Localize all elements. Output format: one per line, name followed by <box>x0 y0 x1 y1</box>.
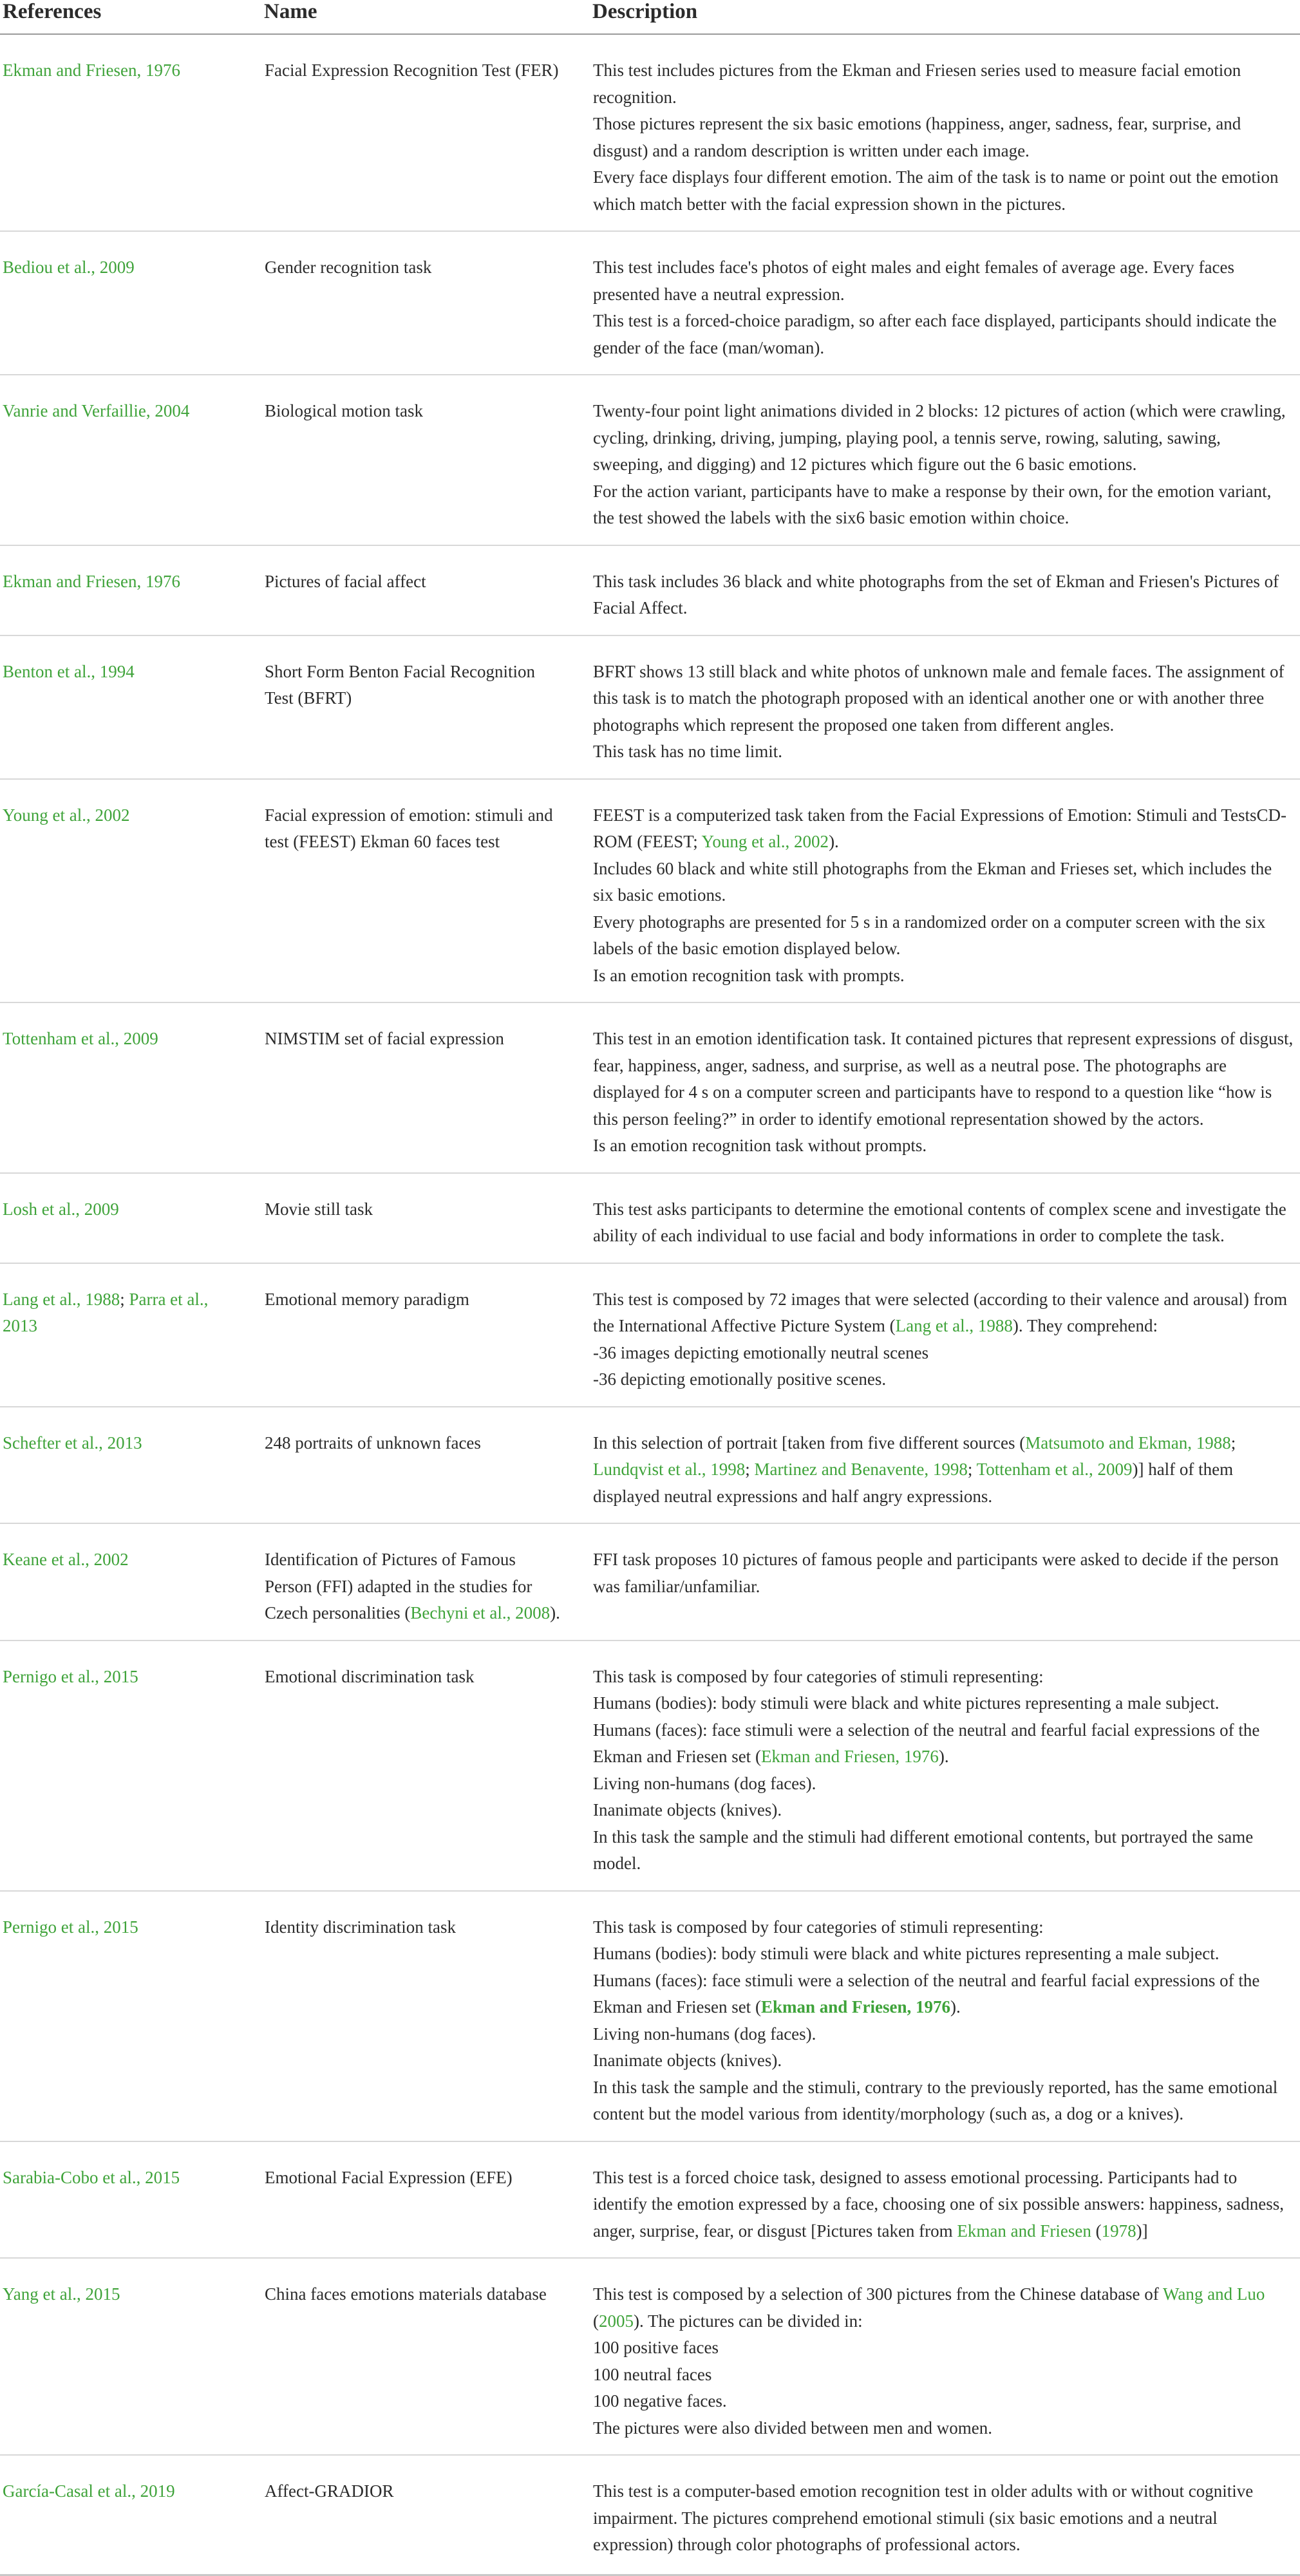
test-description <box>592 375 1300 545</box>
inline-citation-link[interactable]: 2005 <box>599 2311 634 2331</box>
table-row <box>0 779 1300 1003</box>
test-description <box>592 2455 1300 2575</box>
table-row <box>0 34 1300 231</box>
description-line: This task is composed by four categories of stimuli representing: <box>593 1917 1044 1937</box>
test-description <box>592 1263 1300 1407</box>
inline-citation-link[interactable]: Ekman and Friesen <box>957 2221 1091 2241</box>
description-line: 100 negative faces. <box>593 2391 727 2411</box>
description-text: ). <box>950 1997 961 2017</box>
table-row <box>0 2455 1300 2575</box>
description-line: In this task the sample and the stimuli had different emotional contents, but portrayed the same model. <box>593 1827 1254 1873</box>
test-description <box>592 545 1300 635</box>
reference-link[interactable]: Ekman and Friesen, 1976 <box>3 61 180 80</box>
reference-link[interactable]: Pernigo et al., 2015 <box>3 1917 138 1937</box>
description-text: ). <box>829 832 839 851</box>
description-text: In this selection of portrait [taken from five different sources ( <box>593 1433 1026 1453</box>
table-row <box>0 231 1300 375</box>
table-row <box>0 2258 1300 2455</box>
test-description <box>592 1641 1300 1891</box>
description-line: Humans (bodies): body stimuli were black and white pictures representing a male subject. <box>593 1944 1220 1963</box>
inline-citation-link[interactable]: Lundqvist et al., 1998 <box>593 1460 746 1479</box>
reference-link[interactable]: Schefter et al., 2013 <box>3 1433 142 1453</box>
description-text: Humans (faces): face stimuli were a selection of the neutral and fearful facial expressions of the Ekman and Friesen set ( <box>593 1720 1260 1766</box>
reference-link[interactable]: Ekman and Friesen, 1976 <box>3 571 180 591</box>
test-description <box>592 779 1300 1003</box>
inline-citation-link[interactable]: Lang et al., 1988 <box>895 1316 1013 1335</box>
test-name: Movie still task <box>264 1173 592 1263</box>
header-description: Description <box>592 0 1300 34</box>
reference-link[interactable]: Bediou et al., 2009 <box>3 258 135 277</box>
citation-separator: ; <box>745 1460 755 1479</box>
reference-link[interactable]: Keane et al., 2002 <box>3 1550 129 1569</box>
citation-separator: ; <box>967 1460 977 1479</box>
inline-citation-link[interactable]: Martinez and Benavente, 1998 <box>754 1460 968 1479</box>
description-text: FEEST is a computerized task taken from the Facial Expressions of Emotion: Stimuli and TestsCD-ROM (FEEST; <box>593 805 1286 851</box>
test-name: Short Form Benton Facial Recognition Test (BFRT) <box>264 635 592 779</box>
description-line: 100 positive faces <box>593 2338 719 2357</box>
description-line: Every photographs are presented for 5 s in a randomized order on a computer screen with the six labels of the basic emotion displayed below. <box>593 912 1266 958</box>
description-line: BFRT shows 13 still black and white photos of unknown male and female faces. The assignment of this task is to match the photograph proposed with an identical another one or with another three photographs which represent the proposed one taken from different angles. <box>593 661 1285 735</box>
description-line: Twenty-four point light animations divided in 2 blocks: 12 pictures of action (which were crawling, cycling, drinking, driving, jumping, playing pool, a tennis serve, rowing, saluting, sawing, sweeping, and digging) and 12 pictures which figure out the 6 basic emotions. <box>593 401 1286 474</box>
description-text: ). The pictures can be divided in: <box>634 2311 863 2331</box>
test-name: NIMSTIM set of facial expression <box>264 1002 592 1173</box>
test-name: Facial expression of emotion: stimuli and test (FEEST) Ekman 60 faces test <box>264 779 592 1003</box>
description-line: This test includes face's photos of eight males and eight females of average age. Every faces presented have a neutral expression. <box>593 258 1234 304</box>
test-name: 248 portraits of unknown faces <box>264 1407 592 1524</box>
table-row <box>0 2141 1300 2259</box>
description-text: ( <box>1091 2221 1102 2241</box>
description-text: This test is composed by 72 images that were selected (according to their valence and arousal) from the International Affective Picture System ( <box>593 1289 1288 1335</box>
reference-link[interactable]: García-Casal et al., 2019 <box>3 2481 175 2501</box>
header-row <box>0 0 1300 34</box>
test-description <box>592 231 1300 375</box>
description-line: Living non-humans (dog faces). <box>593 1773 816 1793</box>
description-line: Includes 60 black and white still photographs from the Ekman and Frieses set, which includes the six basic emotions. <box>593 858 1272 905</box>
test-description <box>592 2258 1300 2455</box>
table-row <box>0 1173 1300 1263</box>
test-name: Emotional Facial Expression (EFE) <box>264 2141 592 2259</box>
description-line: This task has no time limit. <box>593 742 782 761</box>
inline-citation-link[interactable]: 1978 <box>1101 2221 1136 2241</box>
citation-separator: ; <box>1230 1433 1236 1453</box>
test-name: Identity discrimination task <box>264 1891 592 2141</box>
description-line: This task is composed by four categories of stimuli representing: <box>593 1666 1044 1686</box>
description-line: Inanimate objects (knives). <box>593 1800 782 1819</box>
inline-citation-link[interactable]: Wang and Luo <box>1163 2284 1265 2304</box>
table-row <box>0 1263 1300 1407</box>
inline-citation-link[interactable]: Ekman and Friesen, 1976 <box>760 1747 939 1766</box>
table-row <box>0 545 1300 635</box>
description-line: Living non-humans (dog faces). <box>593 2024 816 2044</box>
reference-link[interactable]: Benton et al., 1994 <box>3 661 135 681</box>
test-description <box>592 34 1300 231</box>
reference-link[interactable]: Vanrie and Verfaillie, 2004 <box>3 401 190 420</box>
description-line: In this task the sample and the stimuli, contrary to the previously reported, has the same emotional content but the model various from identity/morphology (such as, a dog or a knives). <box>593 2077 1278 2123</box>
description-line: -36 depicting emotionally positive scenes. <box>593 1369 887 1389</box>
reference-link[interactable]: Losh et al., 2009 <box>3 1199 119 1219</box>
reference-link[interactable]: Parra et al., 2013 <box>3 1289 209 1335</box>
table-header <box>0 0 1300 34</box>
description-line: Every face displays four different emotion. The aim of the task is to name or point out the emotion which match better with the facial expression shown in the pictures. <box>593 167 1279 214</box>
table-row <box>0 375 1300 545</box>
description-line: This test is a computer-based emotion recognition test in older adults with or without cognitive impairment. The pictures comprehend emotional stimuli (six basic emotions and a neutral expression) through color photographs of professional actors. <box>593 2481 1254 2554</box>
table-row <box>0 635 1300 779</box>
test-name: Gender recognition task <box>264 231 592 375</box>
table-row <box>0 1523 1300 1641</box>
test-description <box>592 1002 1300 1173</box>
test-name: Biological motion task <box>264 375 592 545</box>
description-line: Is an emotion recognition task without prompts. <box>593 1136 927 1155</box>
test-description <box>592 1173 1300 1263</box>
description-line: This test is a forced-choice paradigm, so after each face displayed, participants should indicate the gender of the face (man/woman). <box>593 311 1277 357</box>
description-line: This test asks participants to determine the emotional contents of complex scene and investigate the ability of each individual to use facial and body informations in order to complete the task. <box>593 1199 1286 1245</box>
description-line: -36 images depicting emotionally neutral scenes <box>593 1342 929 1362</box>
description-line: This task includes 36 black and white photographs from the set of Ekman and Friesen's Pictures of Facial Affect. <box>593 571 1279 617</box>
description-line: FFI task proposes 10 pictures of famous people and participants were asked to decide if the person was familiar/unfamiliar. <box>593 1550 1279 1596</box>
reference-link[interactable]: Tottenham et al., 2009 <box>3 1029 158 1048</box>
inline-citation-link[interactable]: Tottenham et al., 2009 <box>976 1460 1133 1479</box>
description-line <box>593 802 1294 856</box>
description-text: Humans (faces): face stimuli were a selection of the neutral and fearful facial expressions of the Ekman and Friesen set ( <box>593 1970 1260 2017</box>
description-text: )] half of them displayed neutral expressions and half angry expressions. <box>593 1460 1234 1506</box>
reference-link[interactable]: Lang et al., 1988 <box>3 1289 120 1309</box>
test-description <box>592 1407 1300 1524</box>
description-line: Inanimate objects (knives). <box>593 2051 782 2070</box>
reference-link[interactable]: Yang et al., 2015 <box>3 2284 120 2304</box>
description-line: 100 neutral faces <box>593 2364 712 2384</box>
description-text: ). <box>938 1747 949 1766</box>
test-name <box>264 1523 592 1641</box>
header-name: Name <box>264 0 592 34</box>
test-description <box>592 635 1300 779</box>
header-references: References <box>0 0 264 34</box>
test-description <box>592 2141 1300 2259</box>
test-name: Facial Expression Recognition Test (FER) <box>264 34 592 231</box>
description-line: Humans (bodies): body stimuli were black and white pictures representing a male subject. <box>593 1693 1220 1713</box>
table-row <box>0 1002 1300 1173</box>
test-description <box>592 1891 1300 2141</box>
description-line: This test includes pictures from the Ekman and Friesen series used to measure facial emotion recognition. <box>593 61 1241 107</box>
description-line: For the action variant, participants have to make a response by their own, for the emotion variant, the test showed the labels with the six6 basic emotion within choice. <box>593 481 1272 527</box>
test-name: Emotional memory paradigm <box>264 1263 592 1407</box>
description-text: This test is a forced choice task, designed to assess emotional processing. Participants had to identify the emotion expressed by a face, choosing one of six possible answers: happiness, sadness, anger, surprise, fear, or disgust [Pictures taken from <box>593 2167 1285 2241</box>
test-name: Affect-GRADIOR <box>264 2455 592 2575</box>
description-line: Is an emotion recognition task with prompts. <box>593 965 905 985</box>
inline-citation-link[interactable]: Ekman and Friesen, 1976 <box>760 1997 950 2017</box>
reference-separator: ; <box>120 1289 129 1309</box>
description-line: This test in an emotion identification task. It contained pictures that represent expressions of disgust, fear, happiness, anger, sadness, and surprise, as well as a neutral pose. The photographs are displayed for 4 s on a computer screen and participants have to respond to a question like “how is this person feeling?” in order to identify emotional representation showed by the actors. <box>593 1029 1294 1129</box>
description-line <box>593 1968 1294 2021</box>
description-line: Those pictures represent the six basic emotions (happiness, anger, sadness, fear, surprise, and disgust) and a random description is written under each image. <box>593 114 1241 160</box>
reference-link[interactable]: Young et al., 2002 <box>3 805 130 825</box>
description-line <box>593 1286 1294 1340</box>
test-name: China faces emotions materials database <box>264 2258 592 2455</box>
description-line <box>593 1717 1294 1771</box>
name-text: ). <box>550 1603 560 1622</box>
description-text: ( <box>593 2311 599 2331</box>
description-text: )] <box>1136 2221 1148 2241</box>
description-line: The pictures were also divided between men and women. <box>593 2418 993 2438</box>
test-name: Pictures of facial affect <box>264 545 592 635</box>
reference-link[interactable]: Pernigo et al., 2015 <box>3 1666 138 1686</box>
table-row <box>0 1641 1300 1891</box>
inline-citation-link[interactable]: Young et al., 2002 <box>701 832 829 851</box>
reference-link[interactable]: Sarabia-Cobo et al., 2015 <box>3 2167 180 2187</box>
description-line <box>593 2281 1294 2335</box>
inline-citation-link[interactable]: Bechyni et al., 2008 <box>410 1603 551 1622</box>
table-row <box>0 1407 1300 1524</box>
name-text: Identification of Pictures of Famous Person (FFI) adapted in the studies for Czech personalities ( <box>265 1550 532 1622</box>
test-name: Emotional discrimination task <box>264 1641 592 1891</box>
table-row <box>0 1891 1300 2141</box>
description-text: This test is composed by a selection of 300 pictures from the Chinese database of <box>593 2284 1163 2304</box>
inline-citation-link[interactable]: Matsumoto and Ekman, 1988 <box>1025 1433 1231 1453</box>
description-text: ). They comprehend: <box>1012 1316 1158 1335</box>
test-description <box>592 1523 1300 1641</box>
